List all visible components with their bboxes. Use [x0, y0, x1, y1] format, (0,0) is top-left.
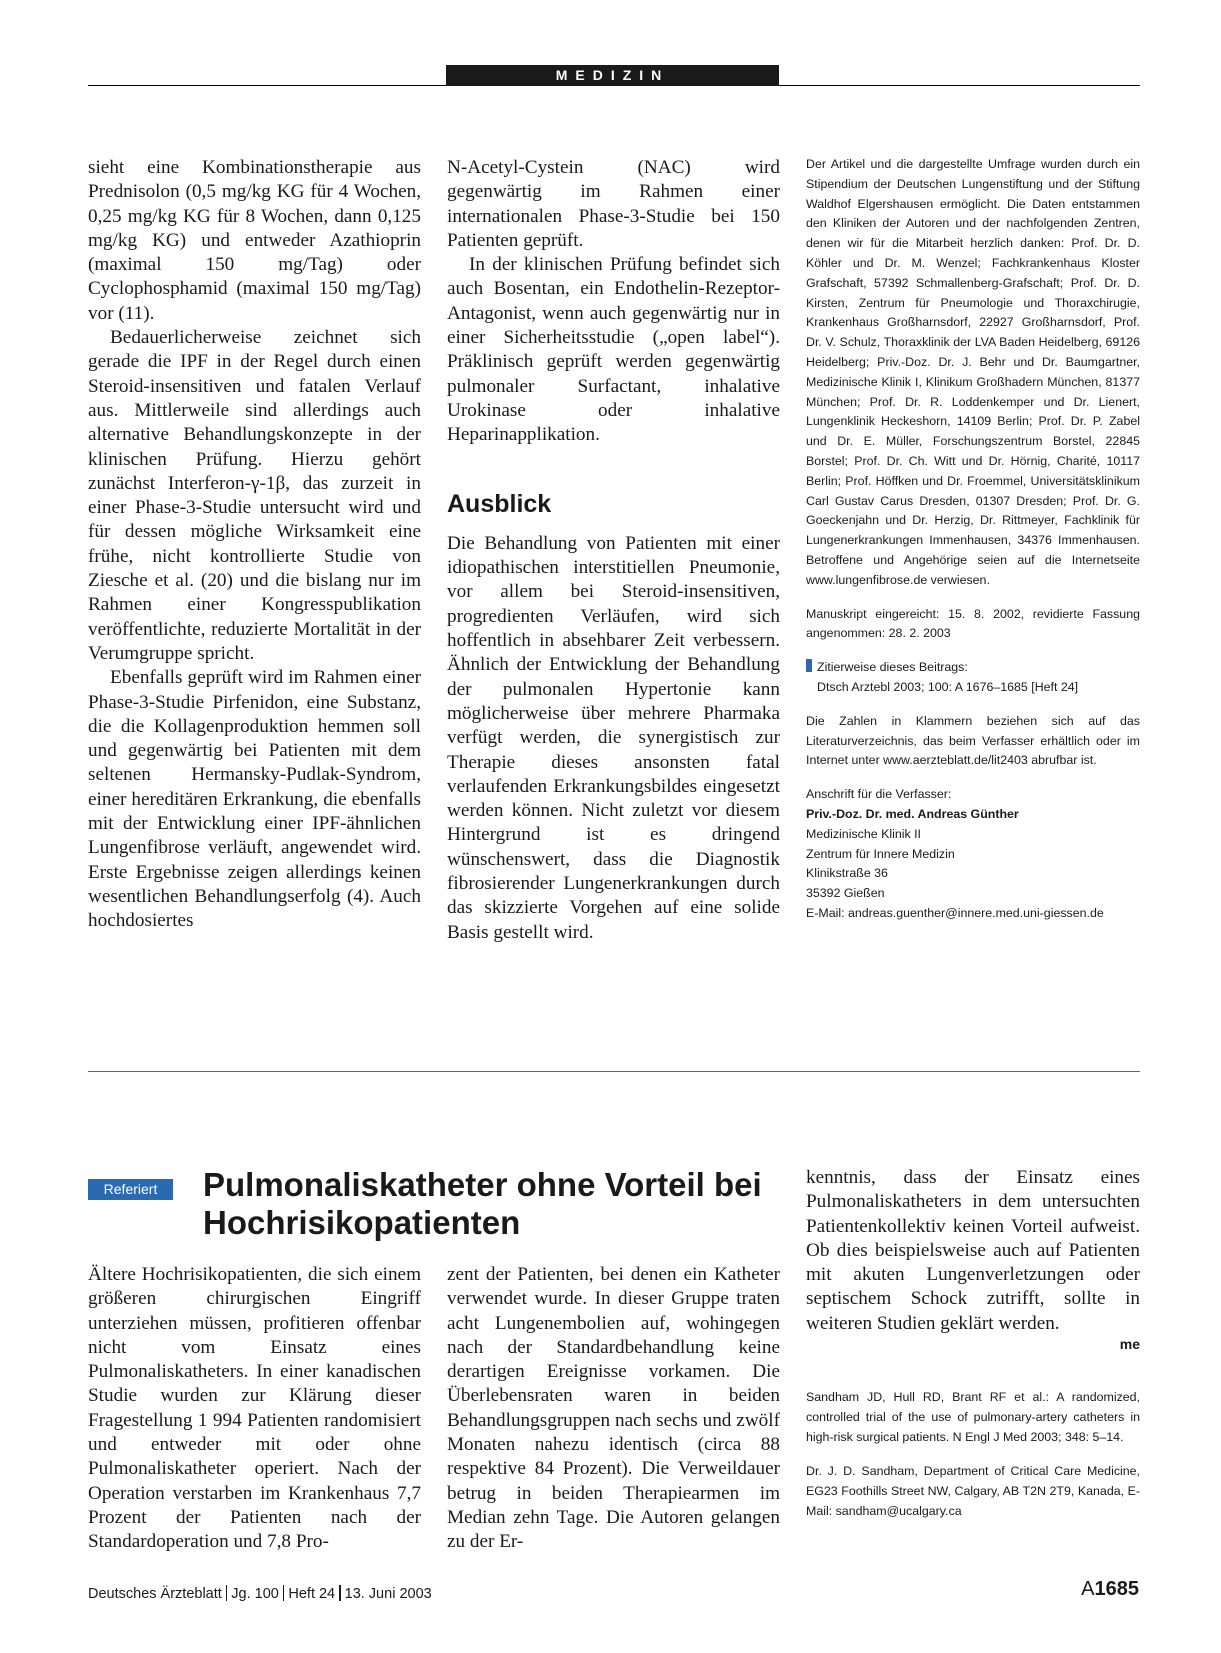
referiert-badge: Referiert — [88, 1179, 173, 1200]
separator — [339, 1585, 341, 1601]
manuscript-dates: Manuskript eingereicht: 15. 8. 2002, revidierte Fassung angenommen: 28. 2. 2003 — [806, 606, 1140, 641]
column-1 — [88, 156, 421, 934]
paragraph: Die Behandlung von Patienten mit einer idiopathischen interstitiellen Pneumonie, vor allem bei Steroid-insensitiven, progredienten Verläufen, wird sich hoffentlich in absehbarer Zeit verbessern. Ähnlich der Entwicklung der Behandlung der pulmonalen Hypertonie kann möglicherweise über mehrere Pharmaka verfügt werden, die synergistisch zur Therapie dieses ansonsten fatal verlaufenden Erkrankungsbildes eingesetzt werden können. Nicht zuletzt vor diesem Hintergrund ist es dringend wünschenswert, dass die Diagnostik fibrosierender Lungenerkrankungen durch das skizzierte Vorgehen auf eine solide Basis gestellt wird. — [447, 532, 780, 943]
paragraph: Ebenfalls geprüft wird im Rahmen einer Phase-3-Studie Pirfenidon, eine Substanz, die die Kollagenproduktion hemmen soll und gegenwärtig bei Patienten mit dem seltenen Hermansky-Pudlak-Syndrom, einer hereditären Erkrankung, die ebenfalls mit der Entwicklung einer IPF-ähnlichen Lungenfibrose verläuft, angewendet wird. Erste Ergebnisse zeigen allerdings keinen wesentlichen Behandlungserfolg (4). Auch hochdosiertes — [88, 667, 421, 932]
title-line: Pulmonaliskatheter ohne Vorteil bei — [203, 1166, 762, 1203]
sidebar-notes — [806, 155, 1140, 924]
referiert-column-3 — [806, 1166, 1140, 1336]
address-label: Anschrift für die Verfasser: — [806, 787, 952, 802]
journal-name: Deutsches Ärzteblatt — [88, 1586, 222, 1602]
paragraph: In der klinischen Prüfung befindet sich auch Bosentan, ein Endothelin-Rezeptor-Antagonist, wenn auch gegenwärtig nur in einer Sicherheitsstudie („open label“). Präklinisch geprüft werden gegenwärtig pulmonaler Surfactant, inhalative Urokinase oder inhalative Heparinapplikation. — [447, 254, 780, 446]
paragraph: kenntnis, dass der Einsatz eines Pulmonaliskatheters in dem untersuchten Patientenkollektiv keinen Vorteil aufweist. Ob dies beispielsweise auch auf Patienten mit akuten Lungenverletzungen oder septischem Schock zutrifft, sollte in weiteren Studien geklärt werden. — [806, 1167, 1140, 1334]
section-divider — [88, 1071, 1140, 1072]
citation: Dtsch Arztebl 2003; 100: A 1676–1685 [Heft 24] — [817, 679, 1079, 694]
page-number-value: 1685 — [1094, 1578, 1139, 1600]
paragraph: Bedauerlicherweise zeichnet sich gerade die IPF in der Regel durch einen Steroid-insensitiven und fatalen Verlauf aus. Mittlerweile sind allerdings auch alternative Behandlungskonzepte in der klinischen Prüfung. Hierzu gehört zunächst Interferon-γ-1β, das zurzeit in einer Phase-3-Studie untersucht wird und für dessen mögliche Wirksamkeit eine frühe, nicht kontrollierte Studie von Ziesche et al. (20) und die bislang nur im Rahmen einer Kongresspublikation veröffentlichte, reduzierte Mortalität in der Verumgruppe spricht. — [88, 327, 421, 664]
contact: Dr. J. D. Sandham, Department of Critical Care Medicine, EG23 Foothills Street NW, Calgary, AB T2N 2T9, Kanada, E-Mail: sandham@ucalgary.ca — [806, 1464, 1140, 1518]
address-line: Zentrum für Innere Medizin — [806, 846, 955, 861]
referiert-column-2 — [447, 1263, 780, 1555]
page-prefix: A — [1081, 1578, 1095, 1600]
address-line: 35392 Gießen — [806, 886, 885, 901]
separator — [283, 1585, 285, 1601]
citation-label-line — [806, 658, 1140, 678]
paragraph: N-Acetyl-Cystein (NAC) wird gegenwärtig im Rahmen einer internationalen Phase-3-Studie bei 150 Patienten geprüft. — [447, 157, 780, 251]
email-line: E-Mail: andreas.guenther@innere.med.uni-giessen.de — [806, 905, 1104, 920]
referiert-notes — [806, 1388, 1140, 1522]
address-line: Klinikstraße 36 — [806, 866, 888, 881]
address-line: Medizinische Klinik II — [806, 826, 922, 841]
references-note: Die Zahlen in Klammern beziehen sich auf das Literaturverzeichnis, das beim Verfasser erhältlich oder im Internet unter www.aerzteblatt.de/lit2403 abrufbar ist. — [806, 713, 1140, 768]
reference: Sandham JD, Hull RD, Brant RF et al.: A randomized, controlled trial of the use of pulmonary-artery catheters in high-risk surgical patients. N Engl J Med 2003; 348: 5–14. — [806, 1390, 1140, 1444]
referiert-column-1 — [88, 1263, 421, 1555]
page-number — [1081, 1578, 1139, 1601]
article-title — [203, 1166, 763, 1242]
column-2 — [447, 156, 780, 945]
paragraph: sieht eine Kombinationstherapie aus Prednisolon (0,5 mg/kg KG für 4 Wochen, 0,25 mg/kg KG für 8 Wochen, dann 0,125 mg/kg KG) und entweder Azathioprin (maximal 150 mg/Tag) oder Cyclophosphamid (maximal 150 mg/Tag) vor (11). — [88, 157, 421, 324]
separator — [226, 1585, 228, 1601]
blue-marker-icon — [806, 659, 812, 672]
citation-label: Zitierweise dieses Beitrags: — [817, 660, 968, 675]
section-label: MEDIZIN — [446, 65, 779, 86]
issue: Heft 24 — [288, 1586, 336, 1602]
footer — [88, 1585, 432, 1602]
acknowledgement: Der Artikel und die dargestellte Umfrage wurden durch ein Stipendium der Deutschen Lungenstiftung und der Stiftung Waldhof Elgershausen ermöglicht. Die Daten entstammen den Kliniken der Autoren und der nachfolgenden Zentren, denen wir für die Mitarbeit herzlich danken: Prof. Dr. D. Köhler und Dr. M. Wenzel; Fachkrankenhaus Kloster Grafschaft, 57392 Schmallenberg-Grafschaft; Prof. Dr. D. Kirsten, Zentrum für Pneumologie und Thoraxchirugie, Krankenhaus Großharnsdorf, 22927 Großharnsdorf, Prof. Dr. V. Schulz, Thoraxklinik der LVA Baden Heidelberg, 69126 Heidelberg; Priv.-Doz. Dr. J. Behr und Dr. Baumgartner, Medizinische Klinik I, Klinikum Großhadern München, 81377 München; Prof. Dr. R. Loddenkemper und Dr. Lienert, Lungenklinik Heckeshorn, 14109 Berlin; Prof. Dr. P. Zabel und Dr. E. Müller, Forschungszentrum Borstel, 22845 Borstel; Prof. Dr. Ch. Witt und Dr. Hörnig, Charité, 10117 Berlin; Prof. Höffken und Dr. Froemmel, Universitätsklinikum Carl Gustav Carus Dresden, 01307 Dresden; Prof. Dr. G. Goeckenjahn und Dr. Herzig, Dr. Rittmeyer, Fachklinik für Lungenerkrankungen Immenhausen, 34376 Immenhausen. Betroffene und Angehörige seien auf die Internetseite www.lungenfibrose.de verwiesen. — [806, 157, 1140, 587]
title-line: Hochrisikopatienten — [203, 1204, 521, 1241]
section-heading: Ausblick — [447, 489, 552, 518]
paragraph: zent der Patienten, bei denen ein Katheter verwendet wurde. In dieser Gruppe traten acht Lungenembolien auf, wohingegen nach der Standardbehandlung keine derartigen Ereignisse vorkamen. Die Überlebensraten waren in beiden Behandlungsgruppen nach sechs und zwölf Monaten nahezu identisch (circa 88 respektive 84 Prozent). Die Verweildauer betrug in beiden Therapiearmen im Median zehn Tage. Die Autoren gelangen zu der Er- — [447, 1264, 780, 1553]
paragraph: Ältere Hochrisikopatienten, die sich einem größeren chirurgischen Eingriff unterziehen müssen, profitieren offenbar nicht vom Einsatz eines Pulmonaliskatheters. In einer kanadischen Studie wurden zur Klärung dieser Fragestellung 1 994 Patienten randomisiert und entweder mit oder ohne Pulmonaliskatheter operiert. Nach der Operation verstarben im Krankenhaus 7,7 Prozent der Patienten nach der Standardoperation und 7,8 Pro- — [88, 1264, 421, 1553]
issue-date: 13. Juni 2003 — [344, 1586, 432, 1602]
author-signature: me — [1119, 1336, 1140, 1352]
author-name: Priv.-Doz. Dr. med. Andreas Günther — [806, 806, 1019, 821]
volume: Jg. 100 — [231, 1586, 279, 1602]
